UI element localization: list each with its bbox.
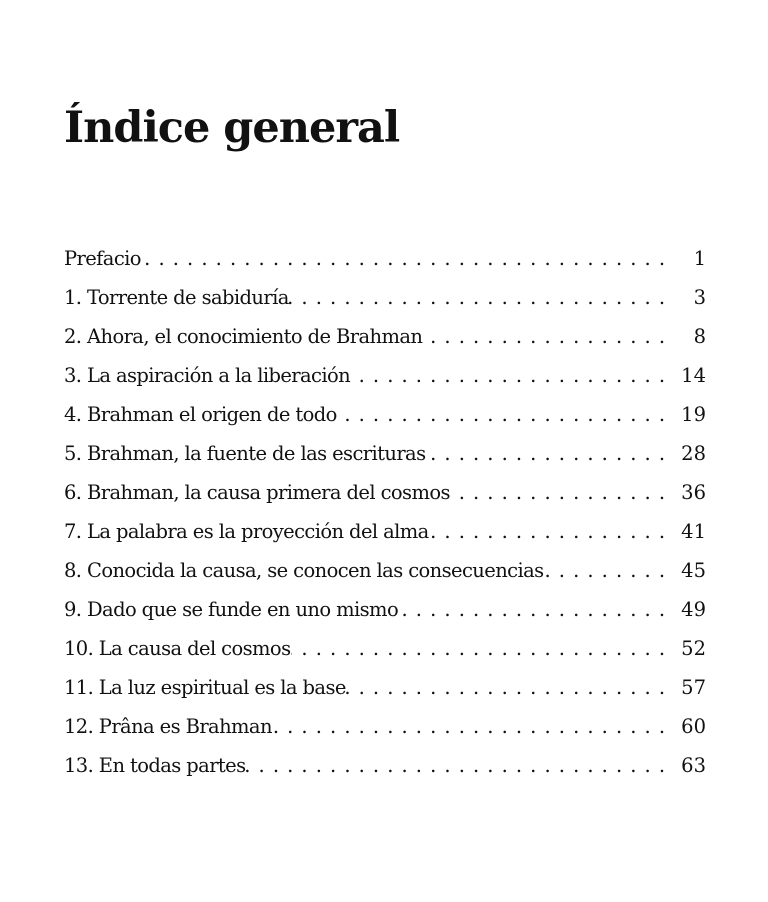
- toc-entry-page: 57: [681, 676, 706, 699]
- dot-leader: [544, 551, 666, 590]
- dot-leader: [246, 746, 666, 785]
- dot-leader: [289, 278, 666, 317]
- toc-entry-page: 45: [681, 559, 706, 582]
- toc-entry-title: 10. La causa del cosmos: [64, 637, 291, 660]
- toc-entry[interactable]: [64, 512, 706, 551]
- toc-entry-page: 36: [681, 481, 706, 504]
- toc-entry-title: 12. Prâna es Brahman: [64, 715, 272, 738]
- toc-entry-page: 3: [693, 286, 706, 309]
- toc-entry-page: 8: [693, 325, 706, 348]
- dot-leader: [141, 239, 666, 278]
- toc-entry-title: 1. Torrente de sabiduría: [64, 286, 289, 309]
- dot-leader: [429, 512, 666, 551]
- toc-entry[interactable]: [64, 239, 706, 278]
- dot-leader: [346, 668, 666, 707]
- toc-entry-title: 3. La aspiración a la liberación: [64, 364, 351, 387]
- toc-entry-title: 2. Ahora, el conocimiento de Brahman: [64, 325, 423, 348]
- toc-entry-page: 63: [681, 754, 706, 777]
- toc-entry[interactable]: [64, 356, 706, 395]
- toc-entry-page: 60: [681, 715, 706, 738]
- toc-entry[interactable]: [64, 278, 706, 317]
- toc-entry[interactable]: [64, 668, 706, 707]
- dot-leader: [291, 629, 667, 668]
- toc-entry[interactable]: [64, 395, 706, 434]
- toc-entry[interactable]: [64, 590, 706, 629]
- toc-entry-title: 8. Conocida la causa, se conocen las consecuencias: [64, 559, 544, 582]
- dot-leader: [272, 707, 666, 746]
- toc-entry[interactable]: [64, 707, 706, 746]
- dot-leader: [350, 356, 666, 395]
- toc-entry-title: 13. En todas partes: [64, 754, 246, 777]
- toc-entry-page: 49: [681, 598, 706, 621]
- toc-entry-page: 52: [681, 637, 706, 660]
- toc-entry-page: 14: [681, 364, 706, 387]
- toc-entry-title: 7. La palabra es la proyección del alma: [64, 520, 429, 543]
- toc-entry[interactable]: [64, 629, 706, 668]
- toc-entry[interactable]: [64, 746, 706, 785]
- dot-leader: [398, 590, 666, 629]
- toc-entry-page: 41: [681, 520, 706, 543]
- toc-entry-page: 28: [681, 442, 706, 465]
- toc-entry-page: 1: [693, 247, 706, 270]
- toc-entry-page: 19: [681, 403, 706, 426]
- toc-entry-title: Prefacio: [64, 247, 141, 270]
- toc-entry-title: 9. Dado que se funde en uno mismo: [64, 598, 399, 621]
- toc-entry[interactable]: [64, 317, 706, 356]
- toc-entry-title: 5. Brahman, la fuente de las escrituras: [64, 442, 426, 465]
- toc-entry[interactable]: [64, 551, 706, 590]
- dot-leader: [450, 473, 666, 512]
- dot-leader: [337, 395, 666, 434]
- dot-leader: [422, 317, 666, 356]
- page-title: Índice general: [64, 103, 400, 153]
- toc-entry-title: 6. Brahman, la causa primera del cosmos: [64, 481, 450, 504]
- dot-leader: [426, 434, 667, 473]
- toc-entry-title: 4. Brahman el origen de todo: [64, 403, 337, 426]
- toc-entry-title: 11. La luz espiritual es la base: [64, 676, 346, 699]
- table-of-contents: [64, 239, 706, 785]
- toc-entry[interactable]: [64, 473, 706, 512]
- toc-entry[interactable]: [64, 434, 706, 473]
